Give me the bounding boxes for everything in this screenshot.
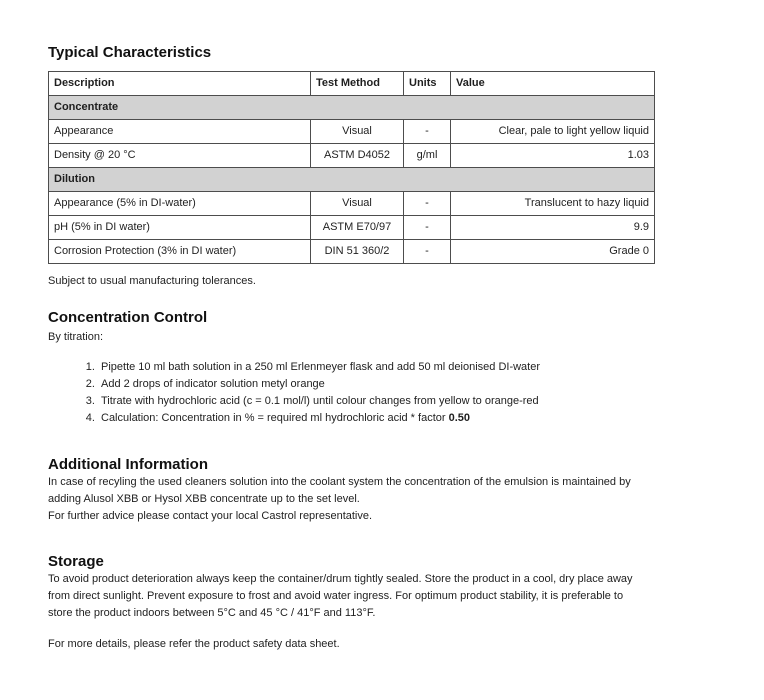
cell-description: Density @ 20 °C bbox=[49, 144, 311, 168]
cell-description: Appearance bbox=[49, 120, 311, 144]
titration-step bbox=[98, 410, 724, 427]
cell-units: - bbox=[404, 120, 451, 144]
typical-characteristics-title: Typical Characteristics bbox=[48, 44, 212, 61]
table-header-row bbox=[49, 72, 655, 96]
group-row-dilution bbox=[49, 168, 655, 192]
cell-units: g/ml bbox=[404, 144, 451, 168]
text-line: adding Alusol XBB or Hysol XBB concentrate up to the set level. bbox=[48, 493, 360, 505]
table-row bbox=[49, 144, 655, 168]
additional-information-title: Additional Information bbox=[48, 456, 208, 473]
header-value: Value bbox=[451, 72, 655, 96]
cell-units: - bbox=[404, 240, 451, 264]
titration-step: 1. Pipette 10 ml bath solution in a 250 ml Erlenmeyer flask and add 50 ml deionised DI-water bbox=[98, 359, 724, 376]
group-label: Concentrate bbox=[49, 96, 655, 120]
concentration-control-intro: By titration: bbox=[48, 331, 104, 343]
header-units: Units bbox=[404, 72, 451, 96]
cell-test-method: ASTM E70/97 bbox=[311, 216, 404, 240]
cell-description: Corrosion Protection (3% in DI water) bbox=[49, 240, 311, 264]
table-row bbox=[49, 240, 655, 264]
header-test-method: Test Method bbox=[311, 72, 404, 96]
cell-value: 1.03 bbox=[451, 144, 655, 168]
additional-information-text bbox=[48, 474, 724, 525]
cell-value: Translucent to hazy liquid bbox=[451, 192, 655, 216]
table-row bbox=[49, 120, 655, 144]
concentration-control-title: Concentration Control bbox=[48, 309, 208, 326]
cell-description: Appearance (5% in DI-water) bbox=[49, 192, 311, 216]
cell-value: Grade 0 bbox=[451, 240, 655, 264]
table-row bbox=[49, 216, 655, 240]
text-line: For further advice please contact your local Castrol representative. bbox=[48, 510, 373, 522]
titration-steps-list bbox=[48, 359, 724, 427]
cell-test-method: Visual bbox=[311, 120, 404, 144]
group-label: Dilution bbox=[49, 168, 655, 192]
table-row bbox=[49, 192, 655, 216]
text-line: To avoid product deterioration always keep the container/drum tightly sealed. Store the product in a cool, dry place away bbox=[48, 573, 633, 585]
table-footnote: Subject to usual manufacturing tolerances. bbox=[48, 275, 256, 287]
cell-description: pH (5% in DI water) bbox=[49, 216, 311, 240]
safety-data-sheet-note: For more details, please refer the product safety data sheet. bbox=[48, 638, 340, 650]
header-description: Description bbox=[49, 72, 311, 96]
cell-value: 9.9 bbox=[451, 216, 655, 240]
text-line: store the product indoors between 5°C and 45 °C / 41°F and 113°F. bbox=[48, 607, 376, 619]
cell-units: - bbox=[404, 216, 451, 240]
characteristics-table bbox=[48, 71, 655, 264]
cell-units: - bbox=[404, 192, 451, 216]
group-row-concentrate bbox=[49, 96, 655, 120]
titration-step: 2. Add 2 drops of indicator solution metyl orange bbox=[98, 376, 724, 393]
cell-test-method: DIN 51 360/2 bbox=[311, 240, 404, 264]
titration-step-text: Calculation: Concentration in % = required ml hydrochloric acid * factor bbox=[101, 412, 449, 424]
storage-text bbox=[48, 571, 724, 622]
storage-title: Storage bbox=[48, 553, 104, 570]
cell-test-method: Visual bbox=[311, 192, 404, 216]
titration-factor-value: 0.50 bbox=[448, 412, 471, 424]
text-line: In case of recyling the used cleaners solution into the coolant system the concentration of the emulsion is maintained by bbox=[48, 476, 631, 488]
text-line: from direct sunlight. Prevent exposure to frost and avoid water ingress. For optimum product stability, it is preferable to bbox=[48, 590, 624, 602]
cell-value: Clear, pale to light yellow liquid bbox=[451, 120, 655, 144]
titration-step: 3. Titrate with hydrochloric acid (c = 0.1 mol/l) until colour changes from yellow to orange-red bbox=[98, 393, 724, 410]
cell-test-method: ASTM D4052 bbox=[311, 144, 404, 168]
